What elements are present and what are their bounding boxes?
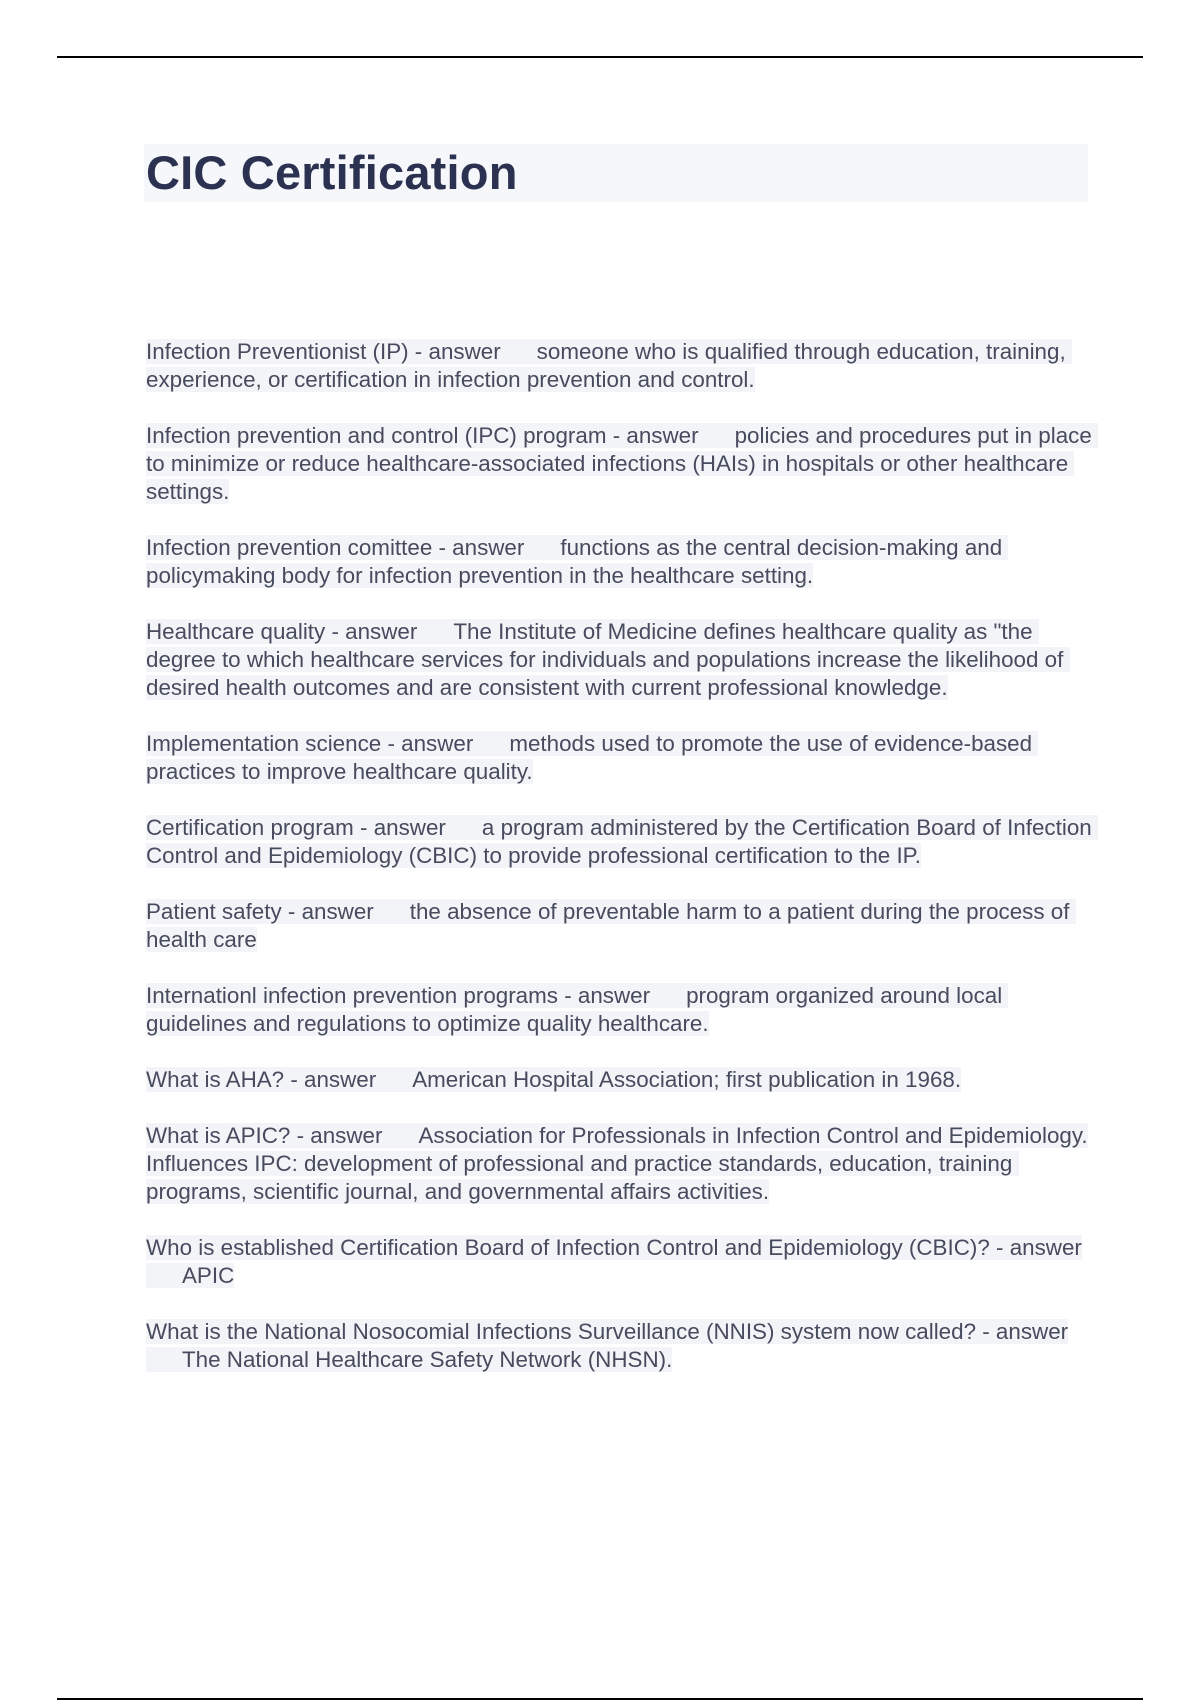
qa-item [146,814,1096,870]
qa-item [146,1066,1096,1094]
qa-definition: APIC [182,1263,235,1288]
qa-item [146,422,1099,506]
qa-term: Healthcare quality - answer [146,619,418,644]
qa-term: What is APIC? - answer [146,1123,383,1148]
qa-definition: the absence of preventable harm to a patient during the process of health care [146,899,1076,952]
qa-definition: a program administered by the Certification Board of Infection Control and Epidemiology (CBIC) to provide professional certification to the IP. [146,815,1098,868]
qa-definition: program organized around local guidelines and regulations to optimize quality healthcare. [146,983,1009,1036]
qa-item [146,982,1096,1038]
qa-item [146,1234,1096,1290]
qa-item [146,898,1096,954]
qa-item [146,730,1096,786]
qa-definition: American Hospital Association; first publication in 1968. [412,1067,962,1092]
qa-definition: methods used to promote the use of evidence-based practices to improve healthcare quality. [146,731,1039,784]
qa-term: Implementation science - answer [146,731,474,756]
qa-item [146,618,1096,702]
qa-term: Internationl infection prevention programs - answer [146,983,651,1008]
top-rule [57,56,1143,58]
qa-term: Infection prevention comittee - answer [146,535,525,560]
qa-definition: Association for Professionals in Infection Control and Epidemiology. Influences IPC: development of professional and practice standards, education, training programs, scientific journal, and governmental affairs activities. [146,1123,1088,1204]
qa-definition: someone who is qualified through education, training, experience, or certification in infection prevention and control. [146,339,1072,392]
qa-definition: The Institute of Medicine defines healthcare quality as "the degree to which healthcare services for individuals and populations increase the likelihood of desired health outcomes and are consistent with current professional knowledge. [146,619,1070,700]
qa-term: What is AHA? - answer [146,1067,377,1092]
qa-list [146,338,1099,1402]
qa-item [146,338,1096,394]
qa-item [146,1318,1096,1374]
qa-definition: functions as the central decision-making and policymaking body for infection prevention in the healthcare setting. [146,535,1009,588]
qa-item [146,534,1096,590]
qa-term: Infection prevention and control (IPC) program - answer [146,423,699,448]
page-title: CIC Certification [146,146,518,199]
qa-definition: The National Healthcare Safety Network (NHSN). [182,1347,673,1372]
qa-term: Infection Preventionist (IP) - answer [146,339,501,364]
qa-term: Certification program - answer [146,815,446,840]
qa-definition: policies and procedures put in place to minimize or reduce healthcare-associated infections (HAIs) in hospitals or other healthcare settings. [146,423,1099,504]
qa-term: Who is established Certification Board of Infection Control and Epidemiology (CBIC)? - answer [146,1235,1082,1260]
qa-term: Patient safety - answer [146,899,374,924]
qa-term: What is the National Nosocomial Infections Surveillance (NNIS) system now called? - answer [146,1319,1069,1344]
qa-item [146,1122,1096,1206]
